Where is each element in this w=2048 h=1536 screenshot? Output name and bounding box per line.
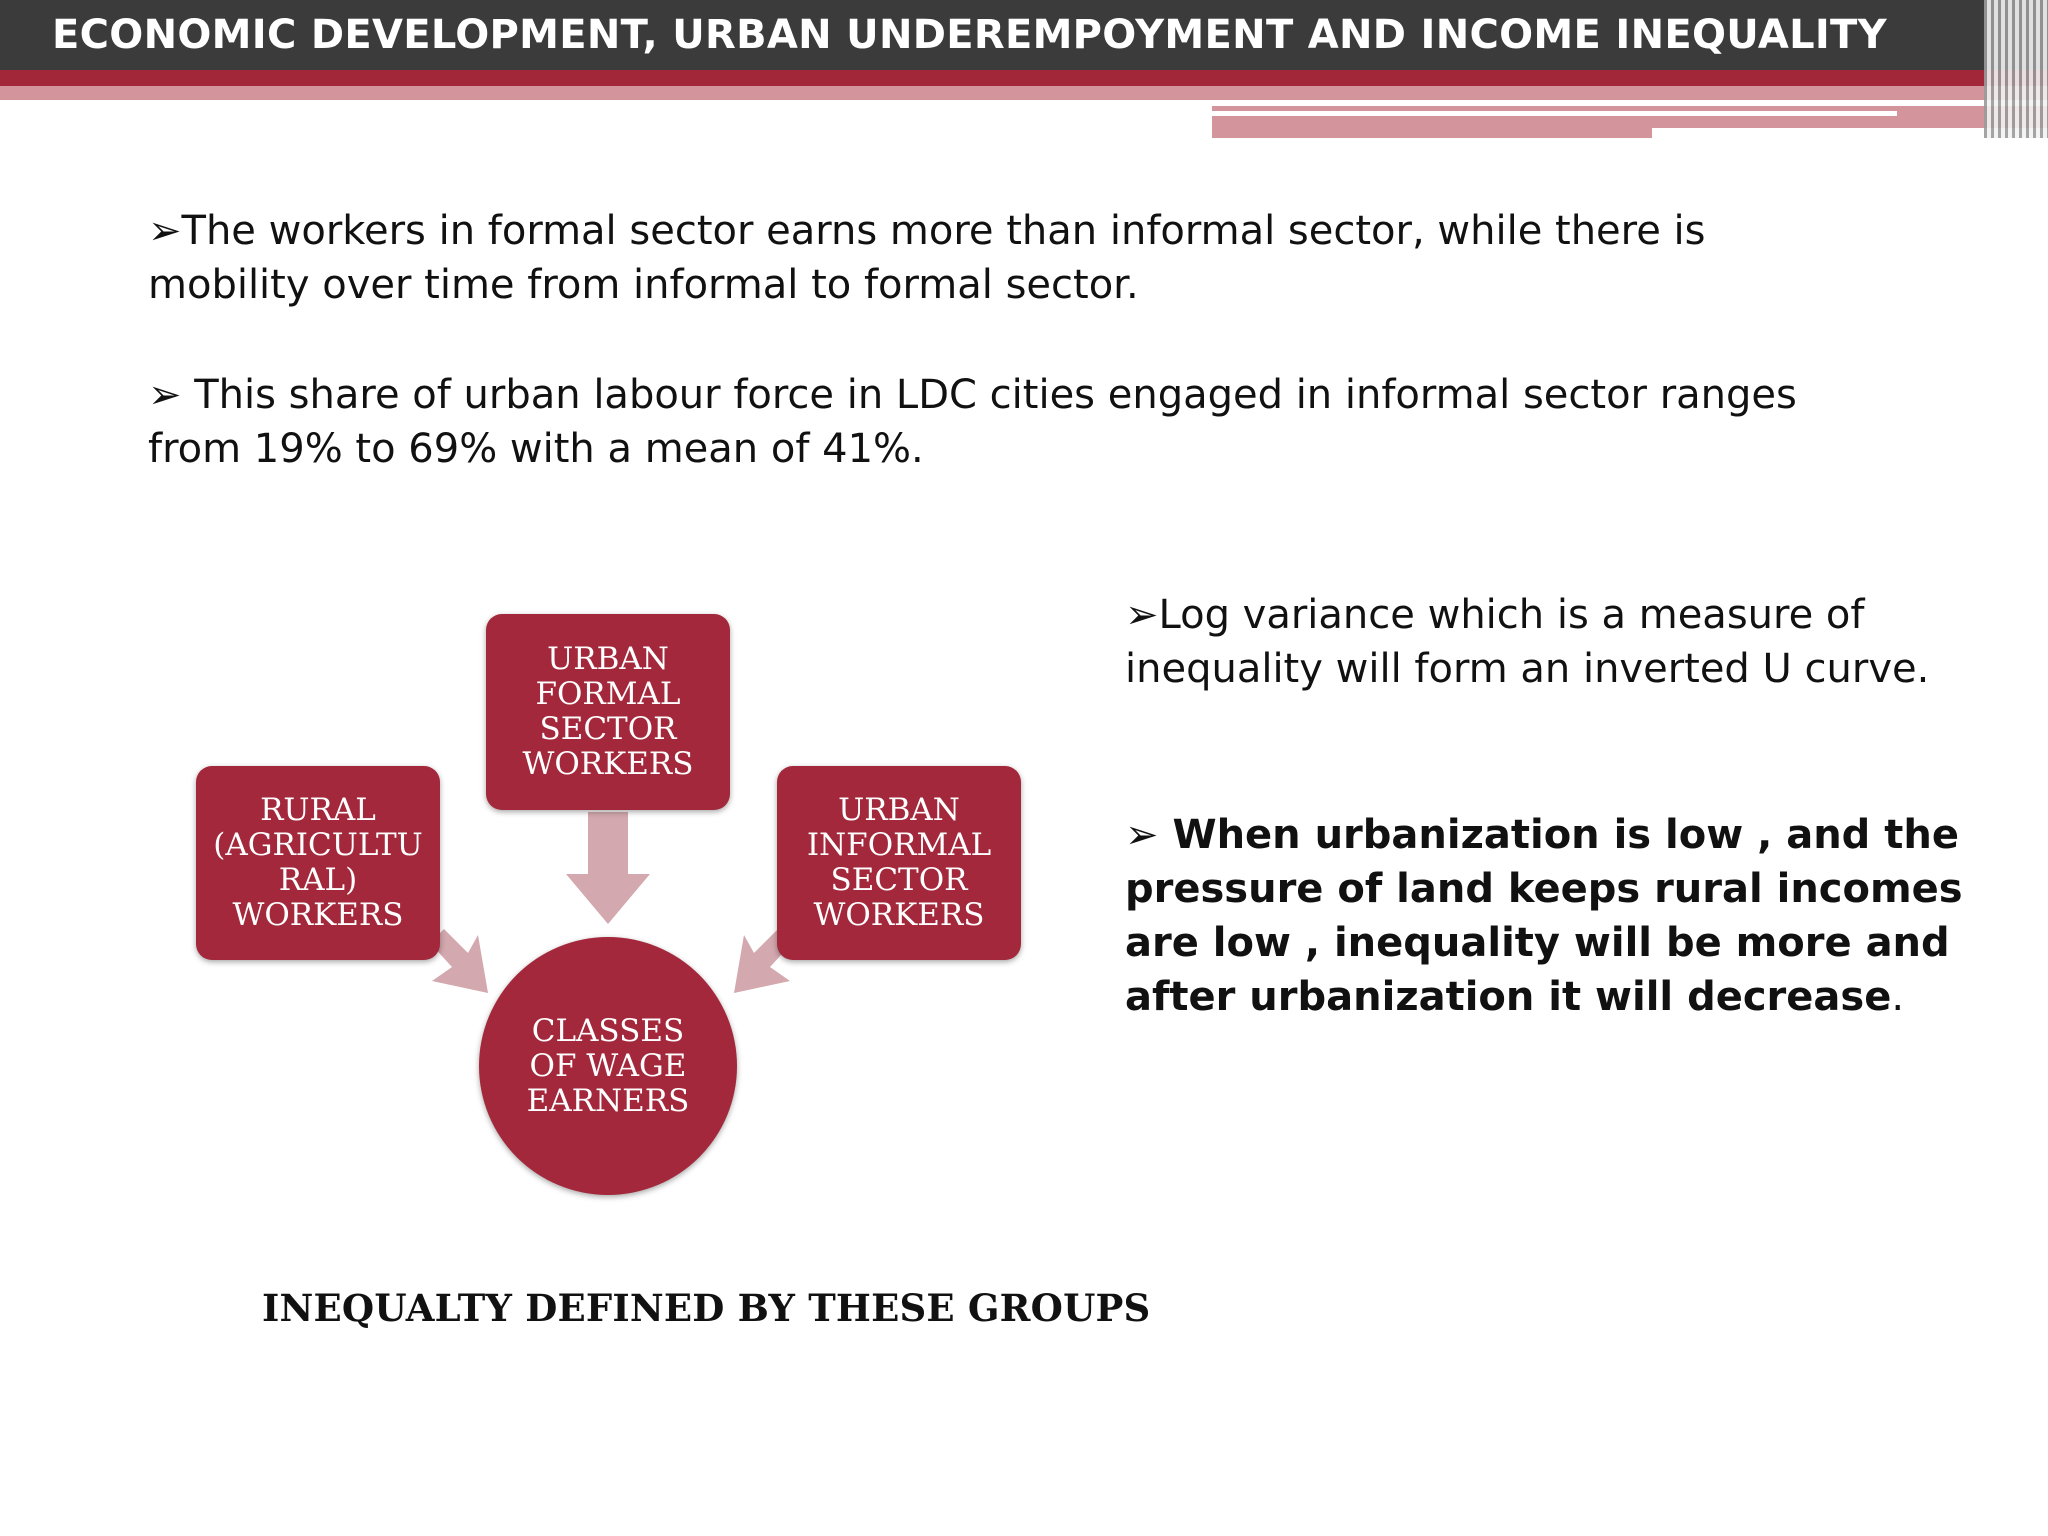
- bullet-urbanization-inequality: [1125, 808, 1965, 1024]
- header-pink-band-tail: [1212, 128, 1652, 138]
- bullet-arrow-icon: ➢: [148, 372, 182, 418]
- box-label: URBAN FORMAL SECTOR WORKERS: [522, 641, 694, 782]
- bullet-informal-share: [148, 368, 1868, 476]
- bullet-arrow-icon: ➢: [148, 208, 182, 254]
- diagonal-arrow-left-icon: [430, 925, 500, 995]
- bullet-period: .: [1891, 974, 1905, 1020]
- wage-earners-circle: [479, 937, 737, 1195]
- bullet-text: Log variance which is a measure of inequality will form an inverted U curve.: [1125, 592, 1930, 692]
- header-pink-band: [0, 86, 2048, 100]
- page-title: ECONOMIC DEVELOPMENT, URBAN UNDEREMPOYMENT AND INCOME INEQUALITY: [52, 12, 1887, 58]
- bullet-text: This share of urban labour force in LDC cities engaged in informal sector ranges from 19% to 69% with a mean of 41%.: [148, 372, 1797, 472]
- bullet-arrow-icon: ➢: [1125, 592, 1159, 638]
- box-label: RURAL (AGRICULTU RAL) WORKERS: [213, 792, 423, 933]
- rural-workers-box: [196, 766, 440, 960]
- diagram-caption: INEQUALTY DEFINED BY THESE GROUPS: [262, 1286, 1151, 1330]
- bullet-log-variance: [1125, 588, 1965, 696]
- bullet-formal-informal-earnings: [148, 204, 1868, 312]
- header-pink-band-lower: [1212, 106, 2048, 128]
- header-accent-band: [0, 70, 2048, 86]
- bullet-text: The workers in formal sector earns more than informal sector, while there is mobility over time from informal to formal sector.: [148, 208, 1706, 308]
- down-arrow-icon: [566, 812, 650, 924]
- urban-formal-sector-box: [486, 614, 730, 810]
- urban-informal-sector-box: [777, 766, 1021, 960]
- header-white-line: [1212, 111, 1897, 116]
- bullet-text: When urbanization is low , and the pressure of land keeps rural incomes are low , inequality will be more and after urbanization it will decrease: [1125, 812, 1963, 1020]
- bullet-arrow-icon: ➢: [1125, 812, 1159, 858]
- box-label: URBAN INFORMAL SECTOR WORKERS: [806, 792, 992, 933]
- circle-label: CLASSES OF WAGE EARNERS: [526, 1012, 690, 1119]
- header-decorative-stripes: [1984, 0, 2048, 138]
